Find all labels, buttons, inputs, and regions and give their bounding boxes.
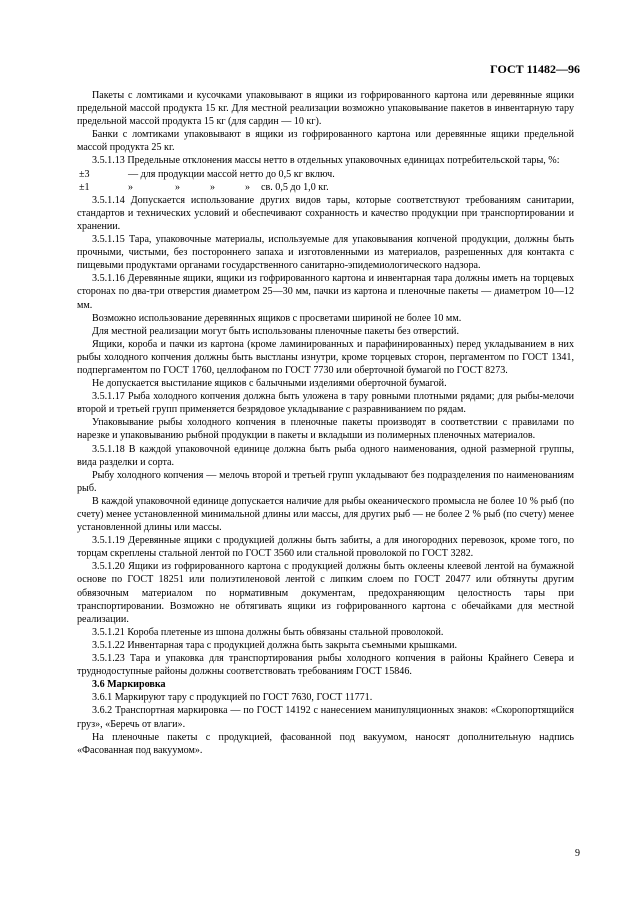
paragraph: 3.6.1 Маркируют тару с продукцией по ГОСТ 7630, ГОСТ 11771.: [92, 692, 373, 704]
page-number: 9: [575, 848, 580, 859]
paragraph: Не допускается выстилание ящиков с балычными изделиями оберточной бумагой.: [92, 378, 447, 390]
paragraph: Возможно использование деревянных ящиков с просветами шириной не более 10 мм.: [92, 312, 462, 324]
paragraph: 3.5.1.19 Деревянные ящики с продукцией должны быть забиты, а для иногородних перевозок, кроме того, по торцам скреплены стальной лентой по ГОСТ 3560 или стальной проволокой по ГОСТ 3282.: [77, 535, 574, 560]
tolerance-text: св. 0,5 до 1,0 кг.: [261, 181, 329, 193]
paragraph: 3.5.1.21 Короба плетеные из шпона должны быть обвязаны стальной проволокой.: [92, 626, 444, 638]
tolerance-value: ±1: [79, 181, 90, 193]
paragraph: Упаковывание рыбы холодного копчения в пленочные пакеты производят в соответствии с правилами по нарезке и упаковыванию рыбной продукции в пакеты и вкладыши из полимерных пленочных материалов.: [77, 417, 574, 442]
paragraph: 3.5.1.16 Деревянные ящики, ящики из гофрированного картона и инвентарная тара должны иметь на торцевых сторонах по два-три отверстия диаметром 25—30 мм, пачки из картона и пленочные пакеты — диаметром 10—12 мм.: [77, 273, 574, 311]
paragraph: 3.5.1.22 Инвентарная тара с продукцией должна быть закрыта съемными крышками.: [92, 639, 458, 651]
paragraph: 3.5.1.13 Предельные отклонения массы нетто в отдельных упаковочных единицах потребительской тары, %:: [92, 155, 560, 167]
tolerance-row-1: [77, 168, 574, 181]
ditto-mark: »: [245, 181, 251, 193]
paragraph: Рыбу холодного копчения — мелочь второй и третьей групп укладывают без подразделения по наименованиям рыб.: [77, 469, 574, 494]
paragraph: 3.5.1.15 Тара, упаковочные материалы, используемые для упаковывания копченой продукции, должны быть прочными, чистыми, без постороннего запаха и изготовленными из материалов, разрешенных для контакта с пищевыми продуктами органами государственного санитарно-эпидемиологического надзора.: [77, 234, 574, 272]
page-header-standard: ГОСТ 11482—96: [490, 62, 580, 76]
tolerance-value: ±3: [79, 168, 90, 180]
ditto-mark: »: [128, 181, 134, 193]
paragraph: Пакеты с ломтиками и кусочками упаковывают в ящики из гофрированного картона или деревянные ящики предельной массой продукта 15 кг. Для местной реализации возможно упаковывание пакетов в инвентарную тару предельной массой продукта 15 кг (для сардин — 10 кг).: [77, 90, 574, 128]
paragraph: В каждой упаковочной единице допускается наличие для рыбы океанического промысла не более 10 % рыб (по счету) менее установленной минимальной длины или массы, для других рыб — не более 2 % рыб (по счету) менее установленной длины или массы.: [77, 495, 574, 534]
paragraph: 3.5.1.18 В каждой упаковочной единице должна быть рыба одного наименования, одной размерной группы, вида разделки и сорта.: [77, 443, 574, 468]
tolerance-text: — для продукции массой нетто до 0,5 кг включ.: [128, 168, 335, 180]
paragraph: Ящики, короба и пачки из картона (кроме ламинированных и парафинированных) перед укладыванием в них рыбы холодного копчения должны быть выстланы изнутри, кроме торцевых сторон, пергаментом по ГОСТ 1341, подпергаментом по ГОСТ 1760, целлофаном по ГОСТ 7730 или оберточной бумагой по ГОСТ 8273.: [77, 338, 574, 376]
ditto-mark: »: [175, 181, 181, 193]
paragraph: 3.5.1.23 Тара и упаковка для транспортирования рыбы холодного копчения в районы Крайнего Севера и труднодоступные районы должны соответствовать требованиям ГОСТ 15846.: [77, 653, 574, 678]
paragraph: На пленочные пакеты с продукцией, фасованной под вакуумом, наносят дополнительную надпись «Фасованная под вакуумом».: [77, 731, 574, 756]
ditto-mark: »: [210, 181, 216, 193]
paragraph: 3.6.2 Транспортная маркировка — по ГОСТ 14192 с нанесением манипуляционных знаков: «Скоропортящийся груз», «Беречь от влаги».: [77, 705, 574, 730]
paragraph: 3.5.1.14 Допускается использование других видов тары, которые соответствуют требованиям санитарии, стандартов и технических условий и обеспечивают сохранность и качество продукции при транспортировании и хранении.: [77, 194, 574, 232]
document-body: [77, 89, 574, 757]
tolerance-row-2: [77, 181, 574, 194]
paragraph: 3.5.1.20 Ящики из гофрированного картона с продукцией должны быть оклеены клеевой лентой на бумажной основе по ГОСТ 18251 или полиэтиленовой лентой с липким слоем по ГОСТ 20477 или обтянуты другим обвязочным материалом по нормативным документам, предохраняющим целостность тары при транспортировании. Возможно не обтягивать ящики из гофрированного картона с обечайками для местной реализации.: [77, 561, 574, 625]
paragraph: Для местной реализации могут быть использованы пленочные пакеты без отверстий.: [92, 325, 459, 337]
paragraph: Банки с ломтиками упаковывают в ящики из гофрированного картона или деревянные ящики предельной массой продукта 25 кг.: [77, 129, 574, 154]
paragraph: 3.5.1.17 Рыба холодного копчения должна быть уложена в тару ровными плотными рядами; для рыбы-мелочи второй и третьей групп применяется безрядовое укладывание с разравниванием по рядам.: [77, 391, 574, 416]
section-heading-marking: 3.6 Маркировка: [92, 679, 166, 691]
